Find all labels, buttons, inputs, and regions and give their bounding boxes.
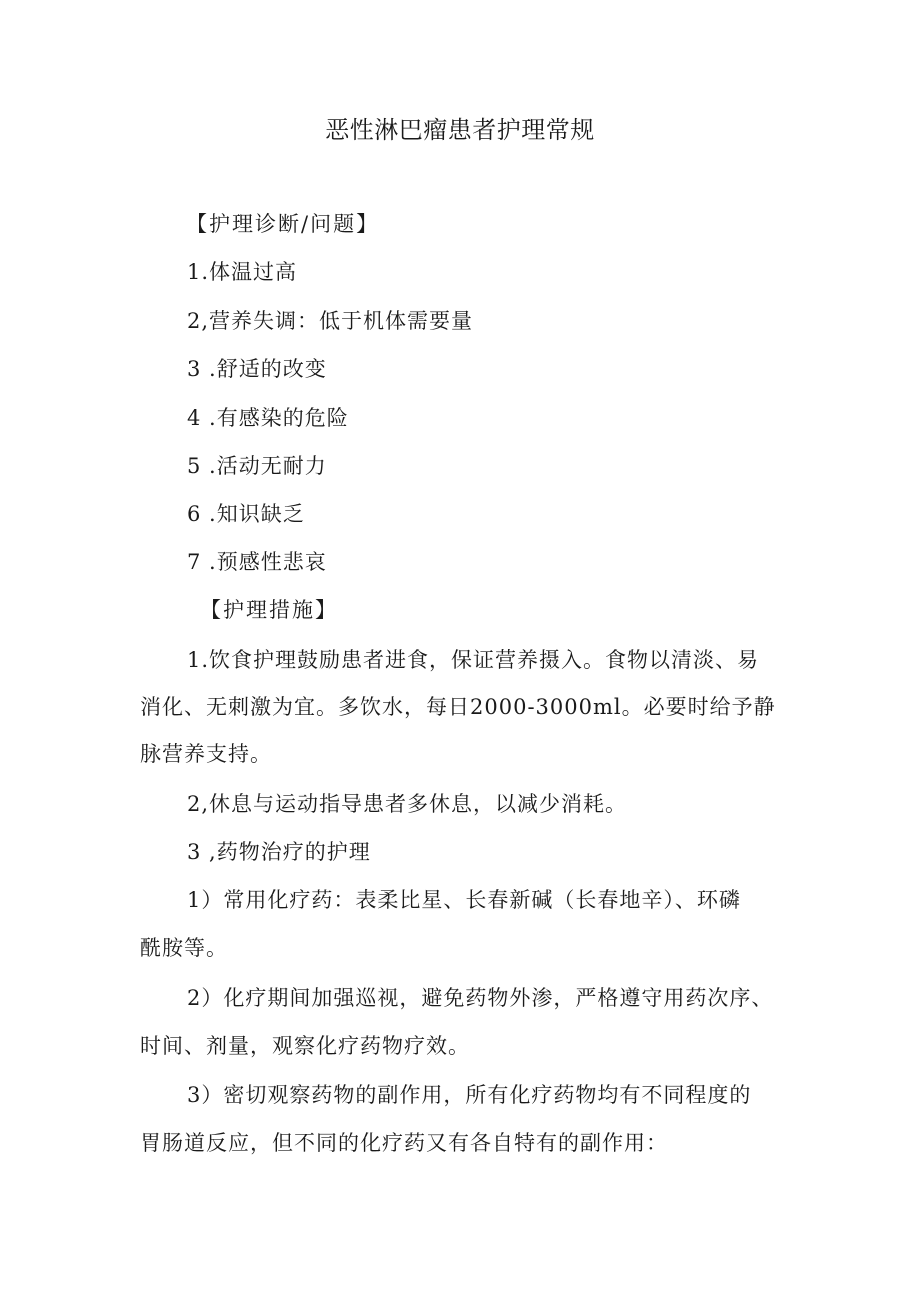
measure-1-line-2: 消化、无刺激为宜。多饮水，每日2000-3000ml。必要时给予静: [140, 695, 776, 719]
diagnosis-item-6: 6 .知识缺乏: [187, 502, 305, 526]
sub-item-1-line-2: 酰胺等。: [140, 936, 228, 960]
measure-1-line-3: 脉营养支持。: [140, 742, 272, 766]
diagnosis-item-2: 2,营养失调：低于机体需要量: [187, 309, 474, 333]
measure-2: 2,休息与运动指导患者多休息，以减少消耗。: [187, 792, 628, 816]
measure-3: 3 ,药物治疗的护理: [187, 840, 371, 864]
sub-item-3-line-1: 3）密切观察药物的副作用，所有化疗药物均有不同程度的: [187, 1083, 752, 1107]
measure-1-line-1: 1.饮食护理鼓励患者进食，保证营养摄入。食物以清淡、易: [187, 648, 760, 672]
page-title: 恶性淋巴瘤患者护理常规: [325, 116, 595, 144]
diagnosis-item-4: 4 .有感染的危险: [187, 406, 349, 430]
sub-item-1-line-1: 1）常用化疗药：表柔比星、长春新碱（长春地辛）、环磷: [187, 888, 741, 912]
sub-item-3-line-2: 胃肠道反应，但不同的化疗药又有各自特有的副作用：: [140, 1131, 668, 1155]
diagnosis-heading: 【护理诊断/问题】: [186, 212, 380, 236]
sub-item-2-line-2: 时间、剂量，观察化疗药物疗效。: [140, 1034, 470, 1058]
diagnosis-item-3: 3 .舒适的改变: [187, 357, 327, 381]
diagnosis-item-1: 1.体温过高: [187, 260, 298, 284]
measures-heading: 【护理措施】: [200, 598, 338, 622]
diagnosis-item-7: 7 .预感性悲哀: [187, 550, 327, 574]
diagnosis-item-5: 5 .活动无耐力: [187, 454, 327, 478]
sub-item-2-line-1: 2）化疗期间加强巡视，避免药物外渗，严格遵守用药次序、: [187, 986, 774, 1010]
